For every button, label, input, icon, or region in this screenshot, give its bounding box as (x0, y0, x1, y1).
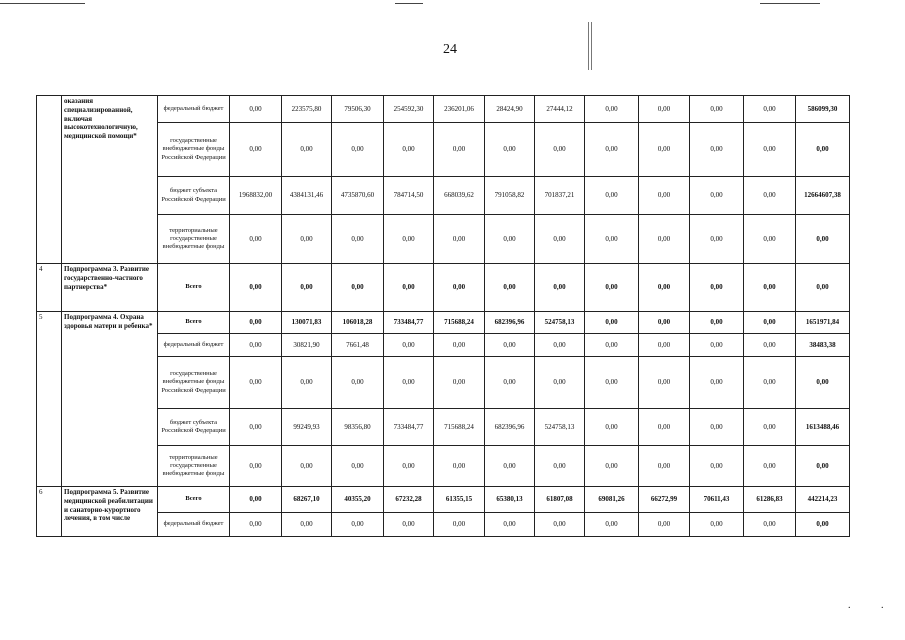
funding-source: федеральный бюджет (158, 334, 230, 357)
year-value: 668039,62 (434, 177, 485, 215)
total-value: 1613488,46 (796, 409, 850, 446)
total-value: 12664607,38 (796, 177, 850, 215)
program-name: оказания специализированной, включая высокотехнологичную, медицинской помощи* (62, 96, 158, 264)
row-index (37, 96, 62, 264)
year-value: 0,00 (585, 357, 639, 409)
year-value: 0,00 (585, 177, 639, 215)
year-value: 0,00 (585, 334, 639, 357)
year-value: 0,00 (690, 96, 744, 123)
year-value: 0,00 (690, 446, 744, 487)
funding-source: Всего (158, 312, 230, 334)
year-value: 0,00 (690, 177, 744, 215)
year-value: 0,00 (690, 334, 744, 357)
binding-line (588, 22, 589, 70)
year-value: 0,00 (744, 334, 796, 357)
year-value: 0,00 (230, 357, 282, 409)
year-value: 715688,24 (434, 312, 485, 334)
year-value: 69081,26 (585, 487, 639, 513)
year-value: 0,00 (434, 215, 485, 264)
year-value: 0,00 (230, 334, 282, 357)
year-value: 0,00 (639, 96, 690, 123)
table-row (37, 177, 850, 215)
year-value: 0,00 (535, 264, 585, 312)
year-value: 0,00 (434, 357, 485, 409)
year-value: 0,00 (535, 334, 585, 357)
page-number: 24 (443, 42, 457, 57)
year-value: 0,00 (230, 264, 282, 312)
funding-source: федеральный бюджет (158, 96, 230, 123)
year-value: 0,00 (744, 409, 796, 446)
year-value: 28424,90 (485, 96, 535, 123)
year-value: 0,00 (282, 215, 332, 264)
year-value: 0,00 (639, 357, 690, 409)
year-value: 0,00 (690, 312, 744, 334)
year-value: 784714,50 (384, 177, 434, 215)
year-value: 0,00 (485, 513, 535, 537)
year-value: 0,00 (744, 177, 796, 215)
total-value: 0,00 (796, 513, 850, 537)
row-index: 6 (37, 487, 62, 537)
year-value: 0,00 (434, 264, 485, 312)
total-value: 1651971,84 (796, 312, 850, 334)
year-value: 0,00 (332, 123, 384, 177)
year-value: 61355,15 (434, 487, 485, 513)
year-value: 0,00 (230, 123, 282, 177)
year-value: 0,00 (690, 409, 744, 446)
year-value: 791058,82 (485, 177, 535, 215)
year-value: 682396,96 (485, 409, 535, 446)
funding-source: бюджет субъекта Российской Федерации (158, 177, 230, 215)
table-row (37, 357, 850, 409)
year-value: 65380,13 (485, 487, 535, 513)
year-value: 524758,13 (535, 312, 585, 334)
year-value: 0,00 (535, 513, 585, 537)
table-row (37, 215, 850, 264)
total-value: 442214,23 (796, 487, 850, 513)
year-value: 0,00 (434, 446, 485, 487)
year-value: 27444,12 (535, 96, 585, 123)
year-value: 0,00 (485, 334, 535, 357)
year-value: 0,00 (535, 123, 585, 177)
year-value: 0,00 (434, 123, 485, 177)
year-value: 40355,20 (332, 487, 384, 513)
budget-table (36, 95, 850, 537)
year-value: 0,00 (690, 123, 744, 177)
year-value: 0,00 (535, 215, 585, 264)
year-value: 0,00 (230, 96, 282, 123)
year-value: 70611,43 (690, 487, 744, 513)
year-value: 30821,90 (282, 334, 332, 357)
funding-source: федеральный бюджет (158, 513, 230, 537)
year-value: 67232,28 (384, 487, 434, 513)
year-value: 0,00 (384, 357, 434, 409)
year-value: 0,00 (332, 513, 384, 537)
year-value: 79506,30 (332, 96, 384, 123)
year-value: 0,00 (744, 264, 796, 312)
year-value: 223575,80 (282, 96, 332, 123)
row-index: 5 (37, 312, 62, 487)
year-value: 7661,48 (332, 334, 384, 357)
table-row (37, 409, 850, 446)
year-value: 0,00 (744, 513, 796, 537)
year-value: 715688,24 (434, 409, 485, 446)
year-value: 0,00 (690, 513, 744, 537)
table-row (37, 312, 850, 334)
year-value: 682396,96 (485, 312, 535, 334)
year-value: 0,00 (744, 96, 796, 123)
year-value: 0,00 (485, 264, 535, 312)
year-value: 524758,13 (535, 409, 585, 446)
year-value: 0,00 (585, 446, 639, 487)
total-value: 0,00 (796, 264, 850, 312)
top-rule (760, 3, 820, 4)
year-value: 0,00 (332, 264, 384, 312)
year-value: 68267,10 (282, 487, 332, 513)
year-value: 130071,83 (282, 312, 332, 334)
year-value: 66272,99 (639, 487, 690, 513)
funding-source: Всего (158, 487, 230, 513)
year-value: 0,00 (639, 409, 690, 446)
table-row (37, 264, 850, 312)
funding-source: государственные внебюджетные фонды Российской Федерации (158, 357, 230, 409)
year-value: 0,00 (639, 123, 690, 177)
year-value: 0,00 (690, 357, 744, 409)
year-value: 0,00 (434, 513, 485, 537)
funding-source: бюджет субъекта Российской Федерации (158, 409, 230, 446)
page-marks: . . (848, 600, 898, 611)
year-value: 0,00 (744, 123, 796, 177)
year-value: 0,00 (282, 264, 332, 312)
year-value: 0,00 (282, 446, 332, 487)
year-value: 0,00 (485, 446, 535, 487)
year-value: 0,00 (230, 215, 282, 264)
program-name: Подпрограмма 4. Охрана здоровья матери и ребенка* (62, 312, 158, 487)
year-value: 0,00 (744, 357, 796, 409)
year-value: 0,00 (434, 334, 485, 357)
binding-line (591, 22, 592, 70)
year-value: 0,00 (485, 357, 535, 409)
year-value: 98356,80 (332, 409, 384, 446)
table-row (37, 96, 850, 123)
top-rule (0, 3, 85, 4)
year-value: 0,00 (230, 409, 282, 446)
year-value: 0,00 (585, 264, 639, 312)
year-value: 0,00 (585, 96, 639, 123)
total-value: 0,00 (796, 123, 850, 177)
funding-source: территориальные государственные внебюджетные фонды (158, 446, 230, 487)
year-value: 0,00 (585, 215, 639, 264)
year-value: 0,00 (384, 215, 434, 264)
total-value: 0,00 (796, 357, 850, 409)
year-value: 0,00 (744, 215, 796, 264)
year-value: 0,00 (585, 312, 639, 334)
year-value: 0,00 (744, 312, 796, 334)
year-value: 0,00 (384, 334, 434, 357)
year-value: 0,00 (230, 312, 282, 334)
year-value: 733484,77 (384, 312, 434, 334)
year-value: 0,00 (230, 446, 282, 487)
year-value: 0,00 (535, 357, 585, 409)
year-value: 0,00 (384, 513, 434, 537)
total-value: 38483,38 (796, 334, 850, 357)
year-value: 733484,77 (384, 409, 434, 446)
table-row (37, 123, 850, 177)
year-value: 0,00 (485, 215, 535, 264)
year-value: 0,00 (332, 446, 384, 487)
program-name: Подпрограмма 5. Развитие медицинской реабилитации и санаторно-курортного лечения, в том числе (62, 487, 158, 537)
year-value: 236201,06 (434, 96, 485, 123)
year-value: 254592,30 (384, 96, 434, 123)
top-rule (395, 3, 423, 4)
year-value: 0,00 (639, 177, 690, 215)
year-value: 0,00 (282, 513, 332, 537)
total-value: 586099,30 (796, 96, 850, 123)
total-value: 0,00 (796, 446, 850, 487)
table-row (37, 487, 850, 513)
year-value: 0,00 (230, 487, 282, 513)
year-value: 0,00 (332, 357, 384, 409)
year-value: 0,00 (585, 409, 639, 446)
year-value: 0,00 (690, 264, 744, 312)
year-value: 0,00 (384, 123, 434, 177)
year-value: 0,00 (384, 264, 434, 312)
funding-source: Всего (158, 264, 230, 312)
year-value: 106018,28 (332, 312, 384, 334)
year-value: 1968832,00 (230, 177, 282, 215)
year-value: 0,00 (639, 446, 690, 487)
year-value: 0,00 (639, 334, 690, 357)
year-value: 0,00 (585, 513, 639, 537)
year-value: 61286,83 (744, 487, 796, 513)
year-value: 0,00 (690, 215, 744, 264)
year-value: 0,00 (639, 215, 690, 264)
year-value: 99249,93 (282, 409, 332, 446)
year-value: 4735870,60 (332, 177, 384, 215)
program-name: Подпрограмма 3. Развитие государственно-частного партнерства* (62, 264, 158, 312)
table-row (37, 513, 850, 537)
year-value: 0,00 (639, 513, 690, 537)
year-value: 0,00 (282, 123, 332, 177)
total-value: 0,00 (796, 215, 850, 264)
year-value: 0,00 (384, 446, 434, 487)
year-value: 0,00 (639, 312, 690, 334)
year-value: 0,00 (585, 123, 639, 177)
table-row (37, 446, 850, 487)
year-value: 61807,08 (535, 487, 585, 513)
funding-source: государственные внебюджетные фонды Российской Федерации (158, 123, 230, 177)
year-value: 0,00 (282, 357, 332, 409)
row-index: 4 (37, 264, 62, 312)
year-value: 4384131,46 (282, 177, 332, 215)
year-value: 0,00 (744, 446, 796, 487)
year-value: 0,00 (485, 123, 535, 177)
funding-source: территориальные государственные внебюджетные фонды (158, 215, 230, 264)
year-value: 701837,21 (535, 177, 585, 215)
year-value: 0,00 (230, 513, 282, 537)
table-row (37, 334, 850, 357)
year-value: 0,00 (639, 264, 690, 312)
year-value: 0,00 (332, 215, 384, 264)
year-value: 0,00 (535, 446, 585, 487)
